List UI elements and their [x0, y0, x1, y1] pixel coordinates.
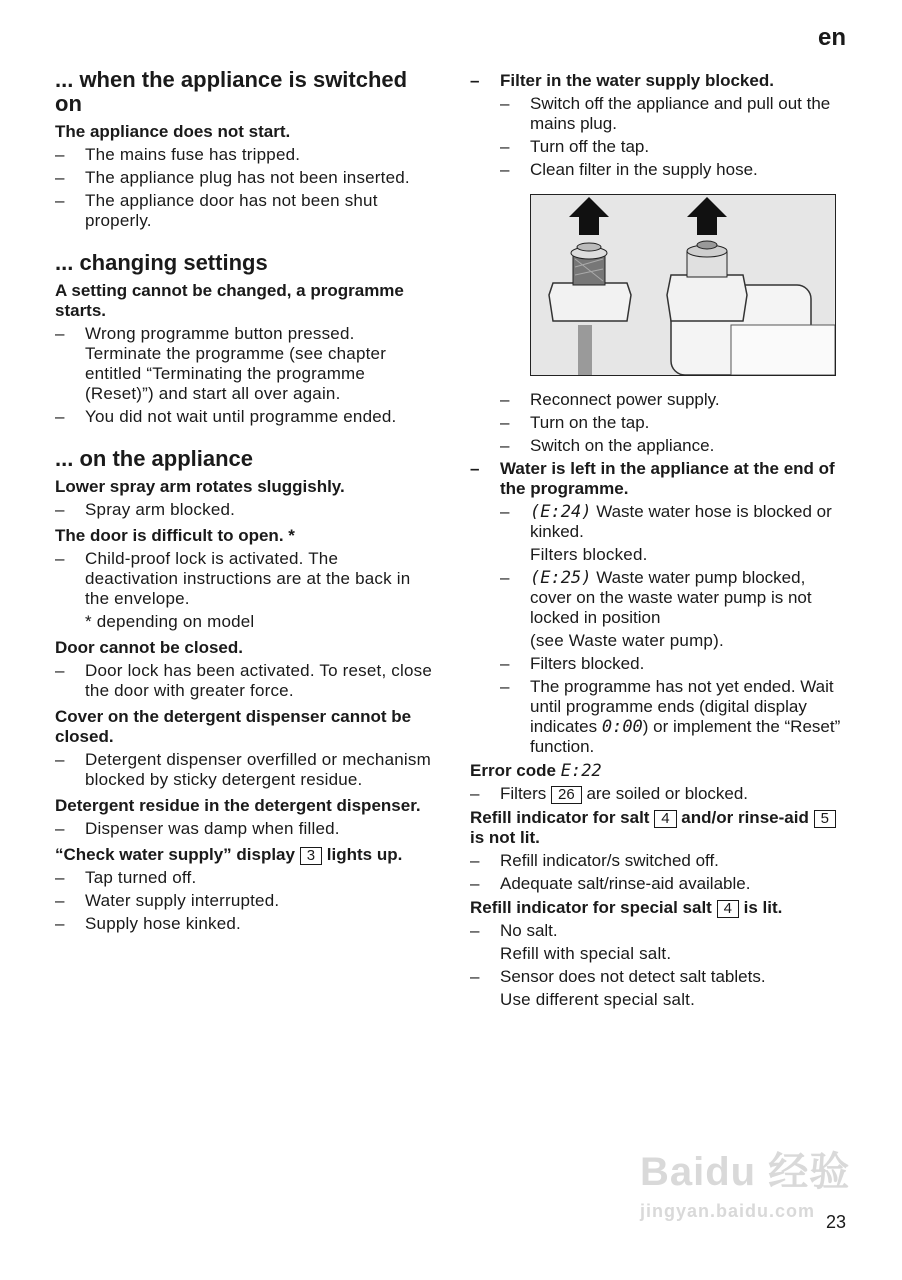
problem-title [470, 898, 850, 918]
title-part: Refill indicator for salt [470, 808, 650, 827]
list-item: – You did not wait until programme ended. [55, 407, 435, 427]
item-text: Waste water pump blocked, cover on the waste water pump is not locked in position [530, 568, 812, 627]
list-item-e25: – (E:25) Waste water pump blocked, cover on the waste water pump is not locked in position [500, 568, 850, 628]
problem-title [55, 845, 435, 865]
heading-on-appliance: ... on the appliance [55, 446, 254, 471]
list-item [500, 677, 850, 757]
left-column [55, 68, 435, 934]
item-text: Filters [500, 784, 547, 803]
item-extra: (see Waste water pump). [530, 631, 724, 650]
item-text: ) or implement the “Reset” function. [530, 717, 841, 756]
error-label: Error code [470, 761, 556, 780]
watermark [640, 1140, 850, 1222]
list-item: – Adequate salt/rinse-aid available. [470, 874, 850, 894]
error-code-e25: E:25 [540, 568, 582, 588]
error-code-e22: E:22 [560, 761, 602, 781]
list-item: – Tap turned off. [55, 868, 435, 888]
list-item: – Spray arm blocked. [55, 500, 435, 520]
list-item: – Clean filter in the supply hose. [500, 160, 850, 180]
item-text: The programme has not yet ended. Wait until programme ends (digital display indicates [530, 677, 834, 736]
heading-switched-on: ... when the appliance is switched on [55, 67, 408, 116]
page-number: 23 [825, 1212, 846, 1232]
item-extra: Use different special salt. [500, 990, 696, 1009]
list-item: – Detergent dispenser overfilled or mechanism blocked by sticky detergent residue. [55, 750, 435, 790]
item-text: Waste water hose is blocked or kinked. [530, 502, 832, 541]
title-part: is not lit. [470, 828, 540, 847]
problem-title: The door is difficult to open. * [55, 526, 295, 545]
problem-title: Lower spray arm rotates sluggishly. [55, 477, 345, 496]
problem-title: The appliance does not start. [55, 122, 291, 141]
language-tag: en [817, 24, 846, 51]
title-part: Refill indicator for special salt [470, 898, 712, 917]
list-item: – The appliance plug has not been inserted. [55, 168, 435, 188]
title-part: and/or rinse-aid [681, 808, 809, 827]
list-item: – Dispenser was damp when filled. [55, 819, 435, 839]
title-part: lights up. [326, 845, 403, 864]
list-item: – Turn on the tap. [500, 413, 850, 433]
list-item: – Switch on the appliance. [500, 436, 850, 456]
list-item [470, 784, 850, 804]
list-item: – Refill indicator/s switched off. [470, 851, 850, 871]
list-item: – The mains fuse has tripped. [55, 145, 435, 165]
display-number-box: 3 [300, 847, 322, 865]
filter-illustration [530, 194, 836, 376]
rinse-aid-indicator-box: 5 [814, 810, 836, 828]
list-item: – Supply hose kinked. [55, 914, 435, 934]
list-item: – Water supply interrupted. [55, 891, 435, 911]
item-extra: Filters blocked. [530, 545, 648, 564]
watermark-url: jingyan.baidu.com [640, 1201, 816, 1221]
title-part: “Check water supply” display [55, 845, 295, 864]
item-extra: Refill with special salt. [500, 944, 672, 963]
problem-title: Detergent residue in the detergent dispenser. [55, 796, 421, 815]
list-item: – Filters blocked. [500, 654, 850, 674]
list-item: – Sensor does not detect salt tablets. [470, 967, 850, 987]
watermark-logo: Baidu 经验 [640, 1150, 851, 1194]
right-column [470, 68, 850, 1010]
problem-title: Cover on the detergent dispenser cannot be closed. [55, 707, 412, 746]
list-item: – No salt. [470, 921, 850, 941]
title-part: is lit. [743, 898, 783, 917]
special-salt-indicator-box: 4 [717, 900, 739, 918]
hose-filter-icon [531, 195, 835, 375]
problem-title [470, 761, 850, 781]
list-item: – Switch off the appliance and pull out the mains plug. [500, 94, 850, 134]
problem-title [470, 808, 850, 848]
display-code: 0:00 [601, 717, 643, 737]
list-item: – Turn off the tap. [500, 137, 850, 157]
list-item: – The appliance door has not been shut properly. [55, 191, 435, 231]
filter-number-box: 26 [551, 786, 582, 804]
heading-changing-settings: ... changing settings [55, 250, 268, 275]
list-item: – Door lock has been activated. To reset, close the door with greater force. [55, 661, 435, 701]
error-code-e24: E:24 [540, 502, 582, 522]
item-text: are soiled or blocked. [586, 784, 749, 803]
list-item: – Child-proof lock is activated. The deactivation instructions are at the back in the envelope. [55, 549, 435, 609]
problem-title: Door cannot be closed. [55, 638, 243, 657]
footnote: * depending on model [85, 612, 255, 631]
problem-title: – Filter in the water supply blocked. [470, 71, 850, 91]
salt-indicator-box: 4 [654, 810, 676, 828]
problem-title: – Water is left in the appliance at the end of the programme. [470, 459, 850, 499]
list-item: – Wrong programme button pressed. Terminate the programme (see chapter entitled “Terminating the programme (Reset)”) and start all over again. [55, 324, 435, 404]
list-item-e24: – (E:24) Waste water hose is blocked or kinked. [500, 502, 850, 542]
problem-title: A setting cannot be changed, a programme starts. [55, 281, 404, 320]
list-item: – Reconnect power supply. [500, 390, 850, 410]
